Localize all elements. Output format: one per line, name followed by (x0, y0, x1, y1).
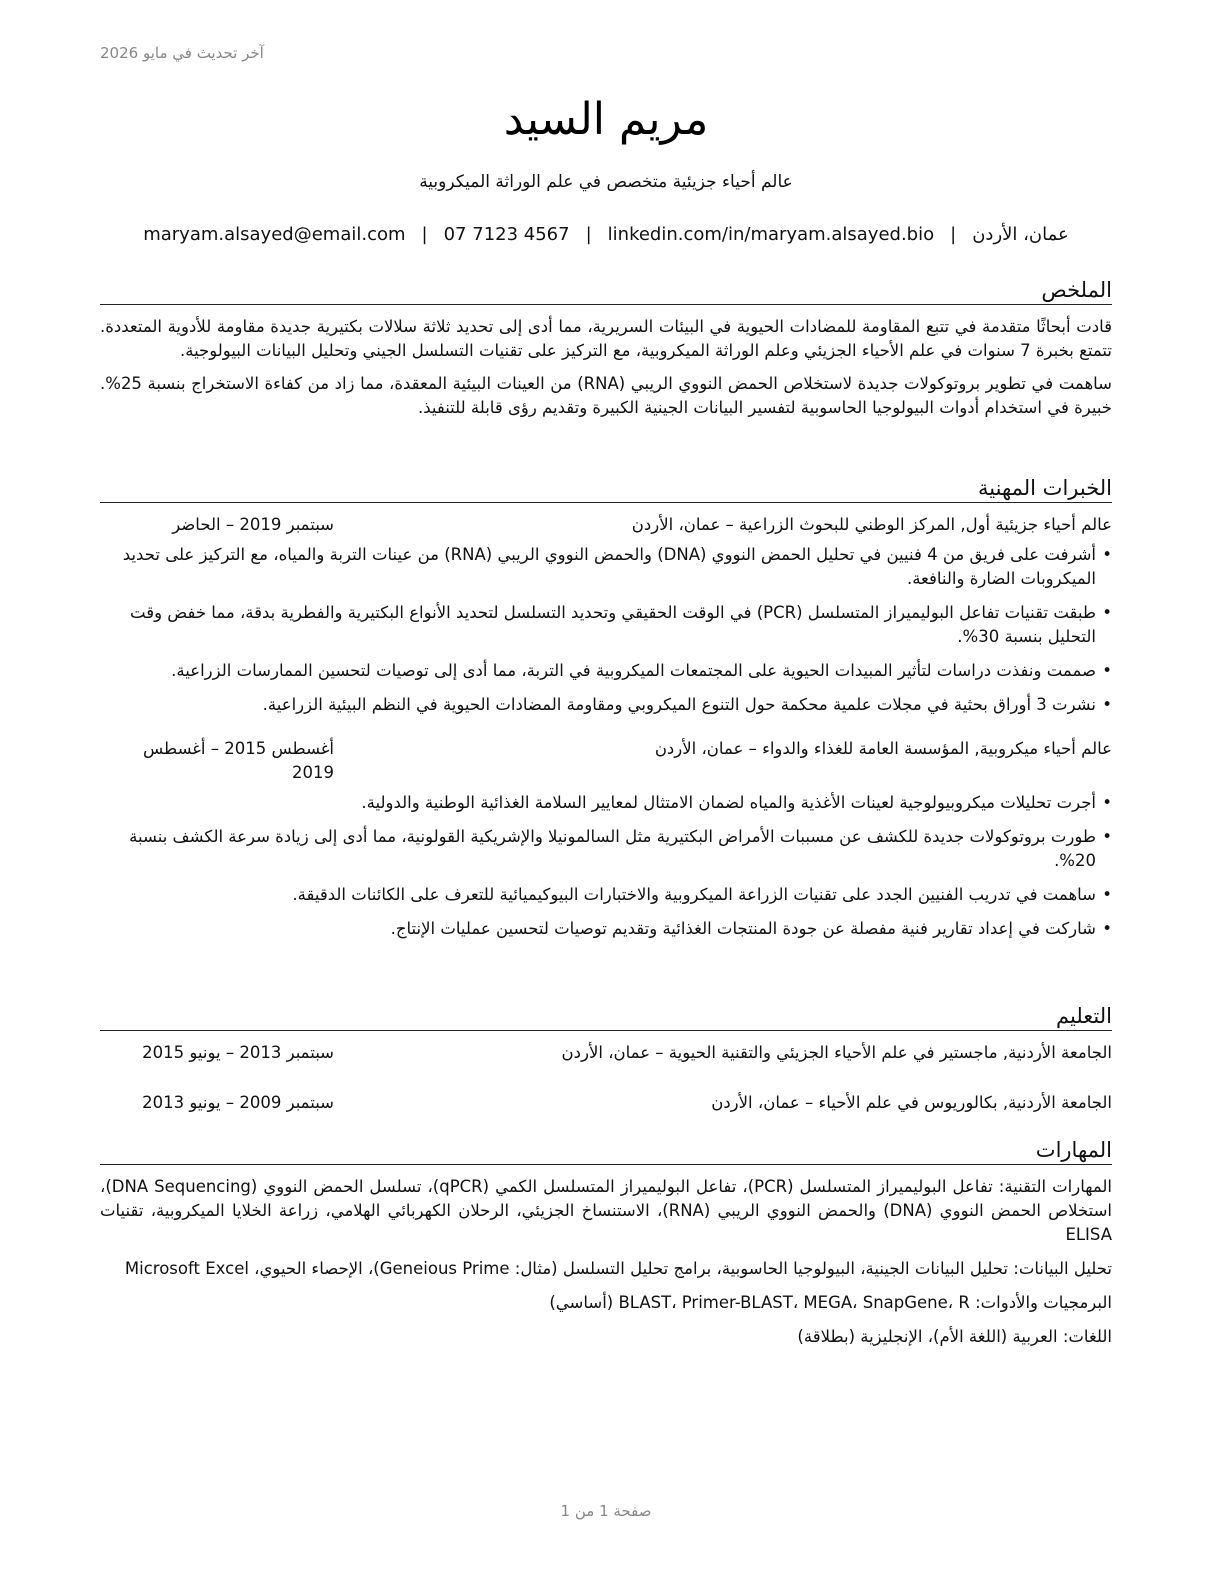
education-organization: الجامعة الأردنية, بكالوريوس في علم الأحياء – عمان، الأردن (711, 1093, 1112, 1112)
job-organization: عالم أحياء جزيئية أول, المركز الوطني للبحوث الزراعية – عمان، الأردن (631, 515, 1112, 534)
list-item: • أجرت تحليلات ميكروبيولوجية لعينات الأغذية والمياه لضمان الامتثال لمعايير السلامة الغذائية الوطنية والدولية. (100, 791, 1112, 815)
job-header (100, 513, 1112, 537)
education-organization: الجامعة الأردنية, ماجستير في علم الأحياء الجزيئي والتقنية الحيوية – عمان، الأردن (561, 1043, 1112, 1062)
job-bullets (100, 543, 1112, 717)
job-entry (100, 513, 1112, 717)
section-heading: المهارات (100, 1136, 1112, 1165)
last-updated: آخر تحديث في مايو 2026 (100, 44, 264, 62)
summary-paragraph: ساهمت في تطوير بروتوكولات جديدة لاستخلاص الحمض النووي الريبي (RNA) من العينات البيئية المعقدة، مما زاد من كفاءة الاستخراج بنسبة 25%. خبيرة في استخدام أدوات البيولوجيا الحاسوبية لتفسير البيانات الجينية الكبيرة وتقديم رؤى قابلة للتنفيذ. (100, 374, 1113, 417)
section-heading: الملخص (100, 276, 1112, 305)
contact-separator: | (421, 224, 428, 245)
list-item: • نشرت 3 أوراق بحثية في مجلات علمية محكمة حول التنوع الميكروبي ومقاومة المضادات الحيوية في النظم البيئية الزراعية. (100, 693, 1112, 717)
list-item: • ساهمت في تدريب الفنيين الجدد على تقنيات الزراعة الميكروبية والاختبارات البيوكيميائية للتعرف على الكائنات الدقيقة. (100, 883, 1112, 907)
list-item: • طبقت تقنيات تفاعل البوليميراز المتسلسل (PCR) في الوقت الحقيقي وتحديد التسلسل لتحديد الأنواع البكتيرية والفطرية بدقة، مما خفض وقت التحليل بنسبة 30%. (100, 601, 1112, 649)
job-entry (100, 737, 1112, 941)
contact-separator: | (950, 224, 957, 245)
list-item: • صممت ونفذت دراسات لتأثير المبيدات الحيوية على المجتمعات الميكروبية في التربة، مما أدى إلى توصيات لتحسين الممارسات الزراعية. (100, 659, 1112, 683)
skills-section (100, 1136, 1112, 1359)
skills-line: اللغات: العربية (اللغة الأم)، الإنجليزية (بطلاقة) (797, 1327, 1112, 1346)
summary-paragraph: قادت أبحاثًا متقدمة في تتبع المقاومة للمضادات الحيوية في البيئات السريرية، مما أدى إلى تحديد ثلاثة سلالات بكتيرية جديدة مقاومة للأدوية المتعددة. تتمتع بخبرة 7 سنوات في علم الأحياء الجزيئي وعلم الوراثة الميكروبية، مع التركيز على تقنيات التسلسل الجيني وتحليل البيانات البيولوجية. (100, 317, 1112, 360)
section-heading: الخبرات المهنية (100, 474, 1112, 503)
contact-email[interactable]: maryam.alsayed@email.com (143, 224, 406, 245)
job-title: عالم أحياء جزيئية متخصص في علم الوراثة الميكروبية (419, 172, 793, 192)
person-name: مريم السيد (503, 94, 709, 145)
education-entry (100, 1091, 1112, 1115)
experience-section (100, 474, 1112, 951)
job-bullets (100, 791, 1112, 941)
job-dates: سبتمبر 2019 – الحاضر (172, 515, 334, 534)
summary-section (100, 276, 1112, 429)
skills-line: المهارات التقنية: تفاعل البوليميراز المتسلسل (PCR)، تفاعل البوليميراز المتسلسل الكمي (qPCR)، تسلسل الحمض النووي (DNA Sequencing)، استخلاص الحمض النووي (DNA) والحمض النووي الريبي (RNA)، الاستنساخ الجزيئي، الرحلان الكهربائي الهلامي، زراعة الخلايا الميكروبية، تقنيات ELISA (100, 1177, 1112, 1244)
job-dates: أغسطس 2015 – أغسطس 2019 (143, 739, 334, 782)
education-entry (100, 1041, 1112, 1065)
education-dates: سبتمبر 2009 – يونيو 2013 (142, 1093, 334, 1112)
contact-separator: | (585, 224, 592, 245)
section-heading: التعليم (100, 1002, 1112, 1031)
list-item: • شاركت في إعداد تقارير فنية مفصلة عن جودة المنتجات الغذائية وتقديم توصيات لتحسين عمليات الإنتاج. (100, 917, 1112, 941)
contact-phone[interactable]: 07 7123 4567 (443, 224, 570, 245)
education-dates: سبتمبر 2013 – يونيو 2015 (142, 1043, 334, 1062)
skills-line: البرمجيات والأدوات: BLAST، Primer-BLAST، MEGA، SnapGene، R (أساسي) (549, 1293, 1112, 1312)
job-header (100, 737, 1112, 785)
resume-page (100, 0, 1112, 1584)
contact-location: عمان، الأردن (972, 224, 1069, 245)
page-number: صفحة 1 من 1 (560, 1502, 652, 1520)
contact-line (100, 222, 1112, 248)
job-organization: عالم أحياء ميكروبية, المؤسسة العامة للغذاء والدواء – عمان، الأردن (654, 739, 1112, 758)
list-item: • طورت بروتوكولات جديدة للكشف عن مسببات الأمراض البكتيرية مثل السالمونيلا والإشريكية القولونية، مما أدى إلى زيادة سرعة الكشف بنسبة 20%. (100, 825, 1112, 873)
skills-line: تحليل البيانات: تحليل البيانات الجينية، البيولوجيا الحاسوبية، برامج تحليل التسلسل (مثال: Geneious Prime)، الإحصاء الحيوي، Microsoft Excel (124, 1259, 1112, 1278)
list-item: • أشرفت على فريق من 4 فنيين في تحليل الحمض النووي (DNA) والحمض النووي الريبي (RNA) من عينات التربة والمياه، مع التركيز على تحديد الميكروبات الضارة والنافعة. (100, 543, 1112, 591)
contact-linkedin[interactable]: linkedin.com/in/maryam.alsayed.bio (607, 224, 935, 245)
education-section (100, 1002, 1112, 1115)
